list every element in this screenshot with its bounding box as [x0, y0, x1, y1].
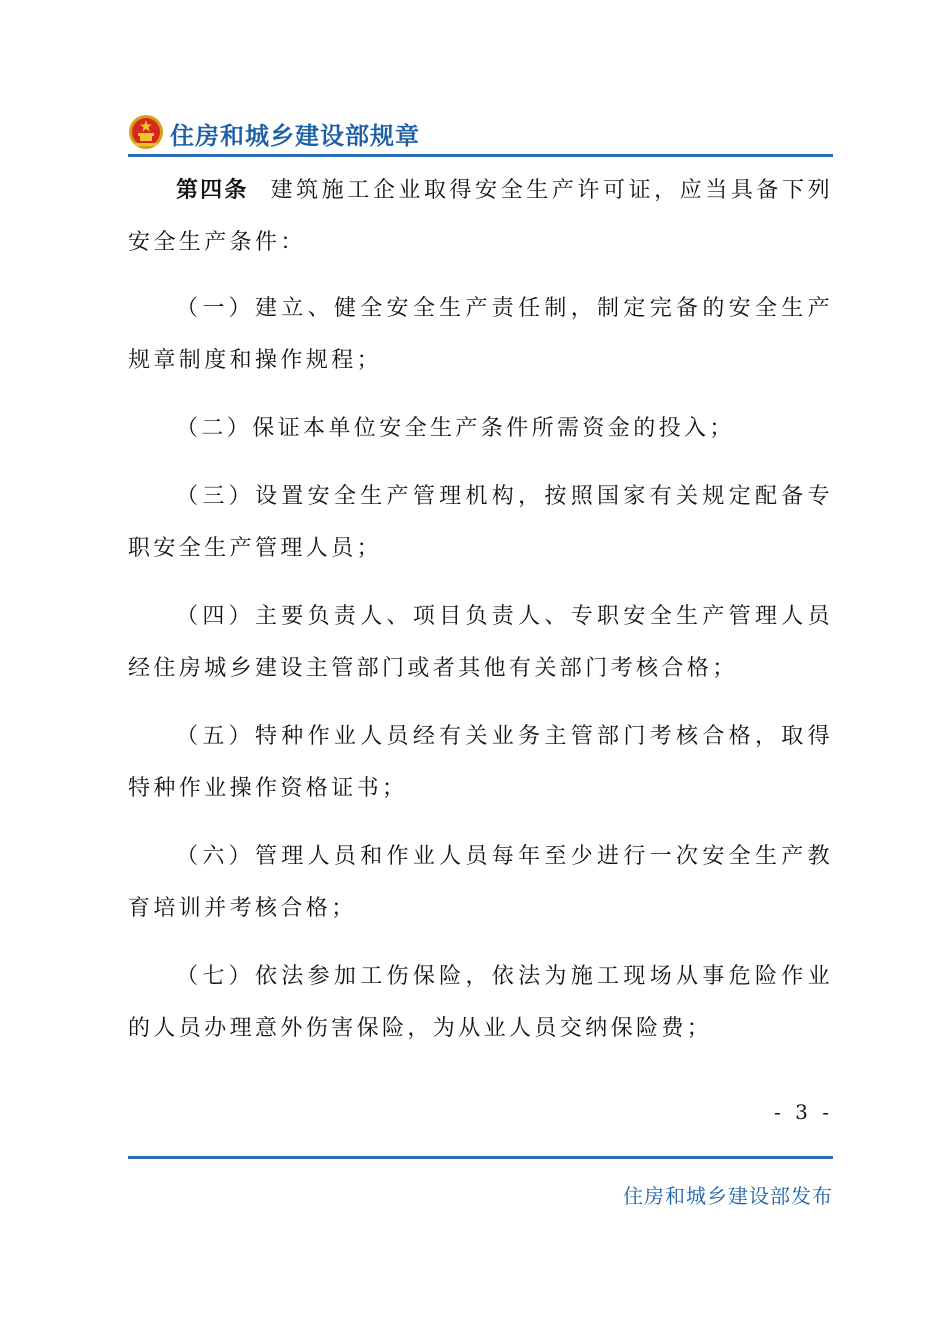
header-title: 住房和城乡建设部规章: [170, 122, 420, 150]
list-item: （六）管理人员和作业人员每年至少进行一次安全生产教育培训并考核合格；: [128, 844, 833, 921]
article-intro: 建筑施工企业取得安全生产许可证，应当具备下列安全生产条件：: [128, 178, 833, 255]
header-divider: [128, 154, 833, 157]
list-item: （五）特种作业人员经有关业务主管部门考核合格，取得特种作业操作资格证书；: [128, 724, 833, 801]
list-item: （二）保证本单位安全生产条件所需资金的投入；: [176, 416, 735, 441]
article-lead: 第四条: [176, 178, 249, 203]
article-paragraph: [128, 165, 833, 269]
list-item: （七）依法参加工伤保险，依法为施工现场从事危险作业的人员办理意外伤害保险，为从业人员交纳保险费；: [128, 964, 833, 1041]
document-body: [128, 165, 833, 1071]
page-number: - 3 -: [774, 1100, 833, 1124]
list-item: （一）建立、健全安全生产责任制，制定完备的安全生产规章制度和操作规程；: [128, 296, 833, 373]
document-header: [128, 112, 833, 156]
footer-publisher: 住房和城乡建设部发布: [623, 1184, 833, 1208]
list-item: （三）设置安全生产管理机构，按照国家有关规定配备专职安全生产管理人员；: [128, 484, 833, 561]
national-emblem-icon: [128, 114, 164, 150]
list-item: （四）主要负责人、项目负责人、专职安全生产管理人员经住房城乡建设主管部门或者其他有关部门考核合格；: [128, 604, 833, 681]
footer-divider: [128, 1156, 833, 1159]
